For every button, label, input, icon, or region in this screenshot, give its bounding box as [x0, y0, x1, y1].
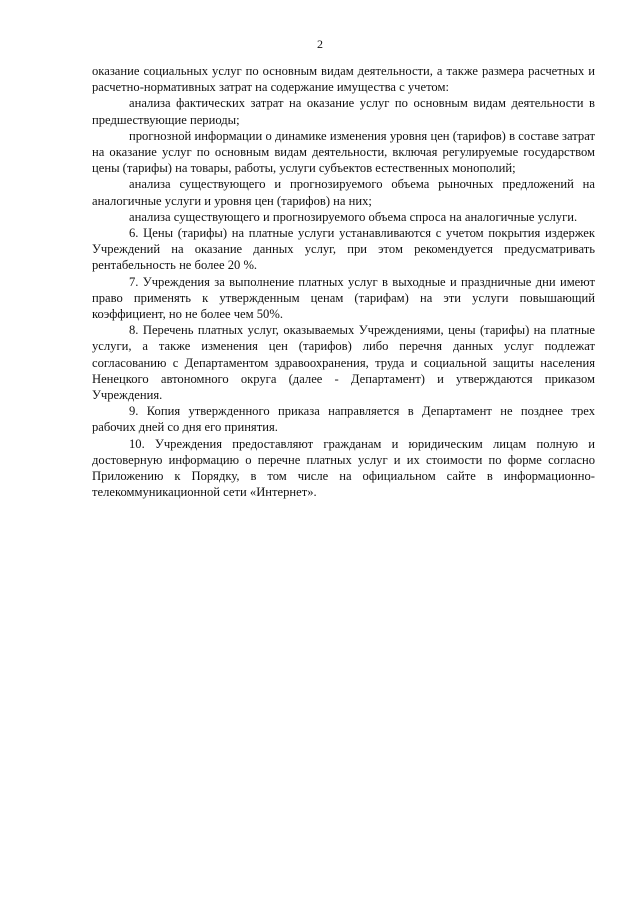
- paragraph-market-demand: анализа существующего и прогнозируемого объема спроса на аналогичные услуги.: [129, 209, 578, 224]
- document-body: [92, 63, 595, 500]
- page-number: 2: [317, 37, 323, 51]
- paragraph-continuation: оказание социальных услуг по основным видам деятельности, а также размера расчетных и расчетно-нормативных затрат на содержание имущества с учетом:: [92, 64, 595, 95]
- paragraph-price-forecast: прогнозной информации о динамике изменения уровня цен (тарифов) в составе затрат на оказание услуг по основным видам деятельности, включая регулируемые государством цены (тарифы) на товары, работы, услуги субъектов естественных монополий;: [92, 128, 595, 176]
- paragraph-actual-costs: анализа фактических затрат на оказание услуг по основным видам деятельности в предшествующие периоды;: [92, 96, 595, 127]
- paragraph-item-10: 10. Учреждения предоставляют гражданам и юридическим лицам полную и достоверную информацию о перечне платных услуг и их стоимости по форме согласно Приложению к Порядку, в том числе на официальном сайте в информационно-телекоммуникационной сети «Интернет».: [92, 436, 595, 500]
- paragraph-item-6: 6. Цены (тарифы) на платные услуги устанавливаются с учетом покрытия издержек Учреждений на оказание данных услуг, при этом рекомендуется предусматривать рентабельность не более 20 %.: [92, 226, 595, 273]
- paragraph-market-supply: анализа существующего и прогнозируемого объема рыночных предложений на аналогичные услуги и уровня цен (тарифов) на них;: [92, 177, 595, 208]
- paragraph-item-8: 8. Перечень платных услуг, оказываемых Учреждениями, цены (тарифы) на платные услуги, а также изменения цен (тарифов) либо перечня данных услуг подлежат согласованию с Департаментом здравоохранения, труда и социальной защиты населения Ненецкого автономного округа (далее - Департамент) и утверждаются приказом Учреждения.: [92, 323, 595, 403]
- paragraph-item-7: 7. Учреждения за выполнение платных услуг в выходные и праздничные дни имеют право применять к утвержденным ценам (тарифам) на эти услуги повышающий коэффициент, но не более чем 50%.: [92, 274, 595, 322]
- paragraph-item-9: 9. Копия утвержденного приказа направляется в Департамент не позднее трех рабочих дней со дня его принятия.: [92, 404, 595, 435]
